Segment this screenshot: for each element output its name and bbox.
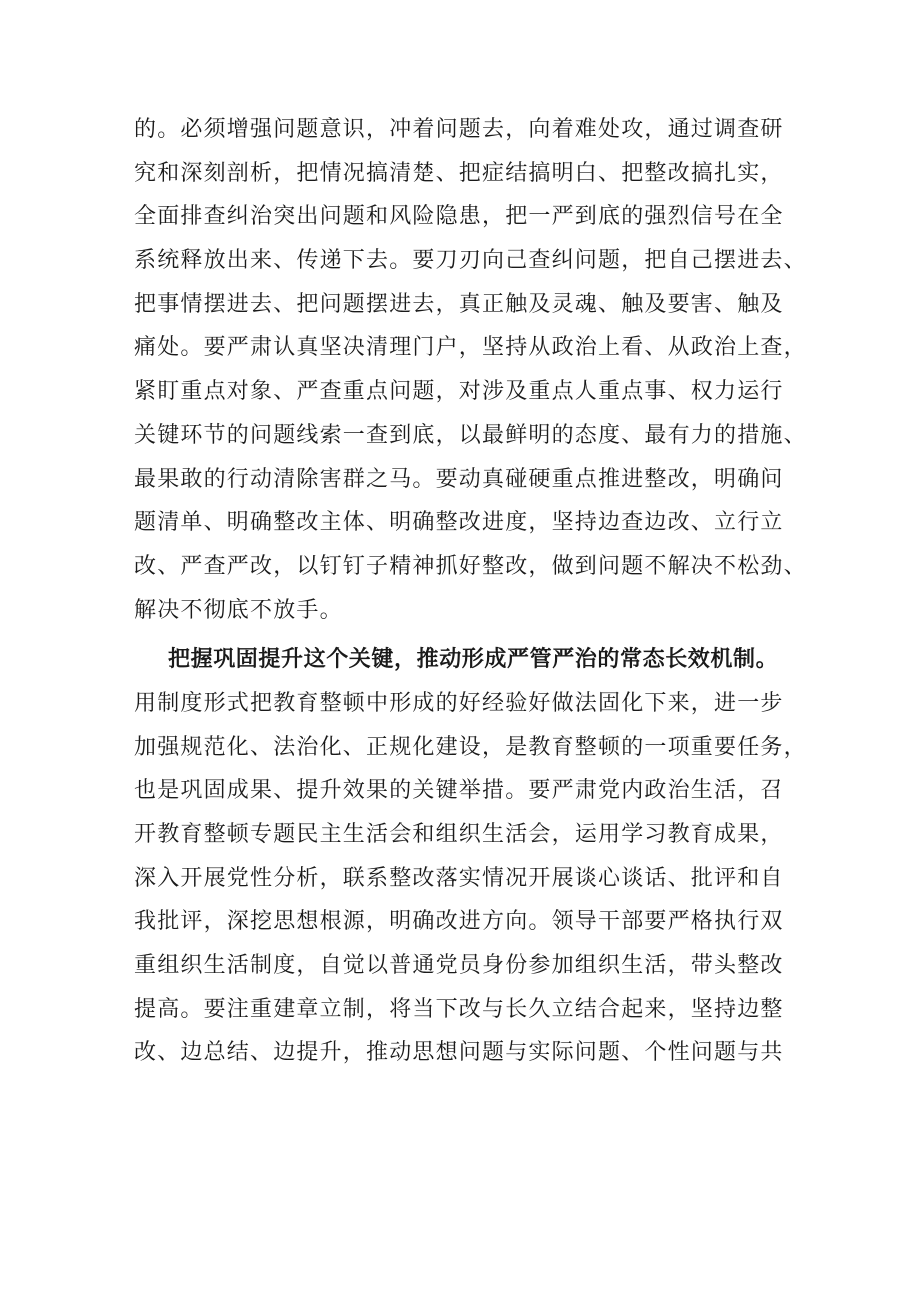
paragraph-line: 的。必须增强问题意识，冲着问题去，向着难处攻，通过调查研 (134, 117, 784, 142)
paragraph-line: 改、边总结、边提升，推动思想问题与实际问题、个性问题与共 (134, 1040, 784, 1066)
paragraph-line: 系统释放出来、传递下去。要刀刃向己查纠问题，把自己摆进去、 (134, 248, 807, 274)
paragraph-line: 紧盯重点对象、严查重点问题，对涉及重点人重点事、权力运行 (134, 379, 784, 405)
paragraph-2 (134, 638, 807, 1075)
paragraph-line: 解决不彻底不放手。 (134, 597, 343, 623)
paragraph-line: 全面排查纠治突出问题和风险隐患，把一严到底的强烈信号在全 (134, 204, 784, 230)
paragraph-line: 深入开展党性分析，联系整改落实情况开展谈心谈话、批评和自 (134, 865, 784, 891)
paragraph-1 (134, 108, 807, 632)
paragraph-line: 开教育整顿专题民主生活会和组织生活会，运用学习教育成果， (134, 822, 784, 847)
paragraph-line: 我批评，深挖思想根源，明确改进方向。领导干部要严格执行双 (134, 909, 784, 935)
paragraph-line: 也是巩固成果、提升效果的关键举措。要严肃党内政治生活，召 (134, 778, 784, 804)
paragraph-line: 加强规范化、法治化、正规化建设，是教育整顿的一项重要任务， (134, 734, 807, 760)
paragraph-line: 题清单、明确整改主体、明确整改进度，坚持边查边改、立行立 (134, 510, 784, 536)
document-body (134, 108, 807, 1075)
paragraph-line: 用制度形式把教育整顿中形成的好经验好做法固化下来，进一步 (134, 690, 784, 716)
paragraph-line: 痛处。要严肃认真坚决清理门户，坚持从政治上看、从政治上查， (134, 335, 807, 361)
paragraph-line: 最果敢的行动清除害群之马。要动真碰硬重点推进整改，明确问 (134, 466, 784, 492)
paragraph-line: 把事情摆进去、把问题摆进去，真正触及灵魂、触及要害、触及 (134, 291, 784, 317)
paragraph-line: 重组织生活制度，自觉以普通党员身份参加组织生活，带头整改 (134, 953, 784, 979)
paragraph-line: 关键环节的问题线索一查到底，以最鲜明的态度、最有力的措施、 (134, 422, 807, 448)
paragraph-line: 究和深刻剖析，把情况搞清楚、把症结搞明白、把整改搞扎实， (134, 160, 784, 186)
section-heading: 把握巩固提升这个关键，推动形成严管严治的常态长效机制。 (168, 647, 779, 673)
paragraph-line: 改、严查严改，以钉钉子精神抓好整改，做到问题不解决不松劲、 (134, 553, 807, 579)
paragraph-line: 提高。要注重建章立制，将当下改与长久立结合起来，坚持边整 (134, 996, 784, 1022)
